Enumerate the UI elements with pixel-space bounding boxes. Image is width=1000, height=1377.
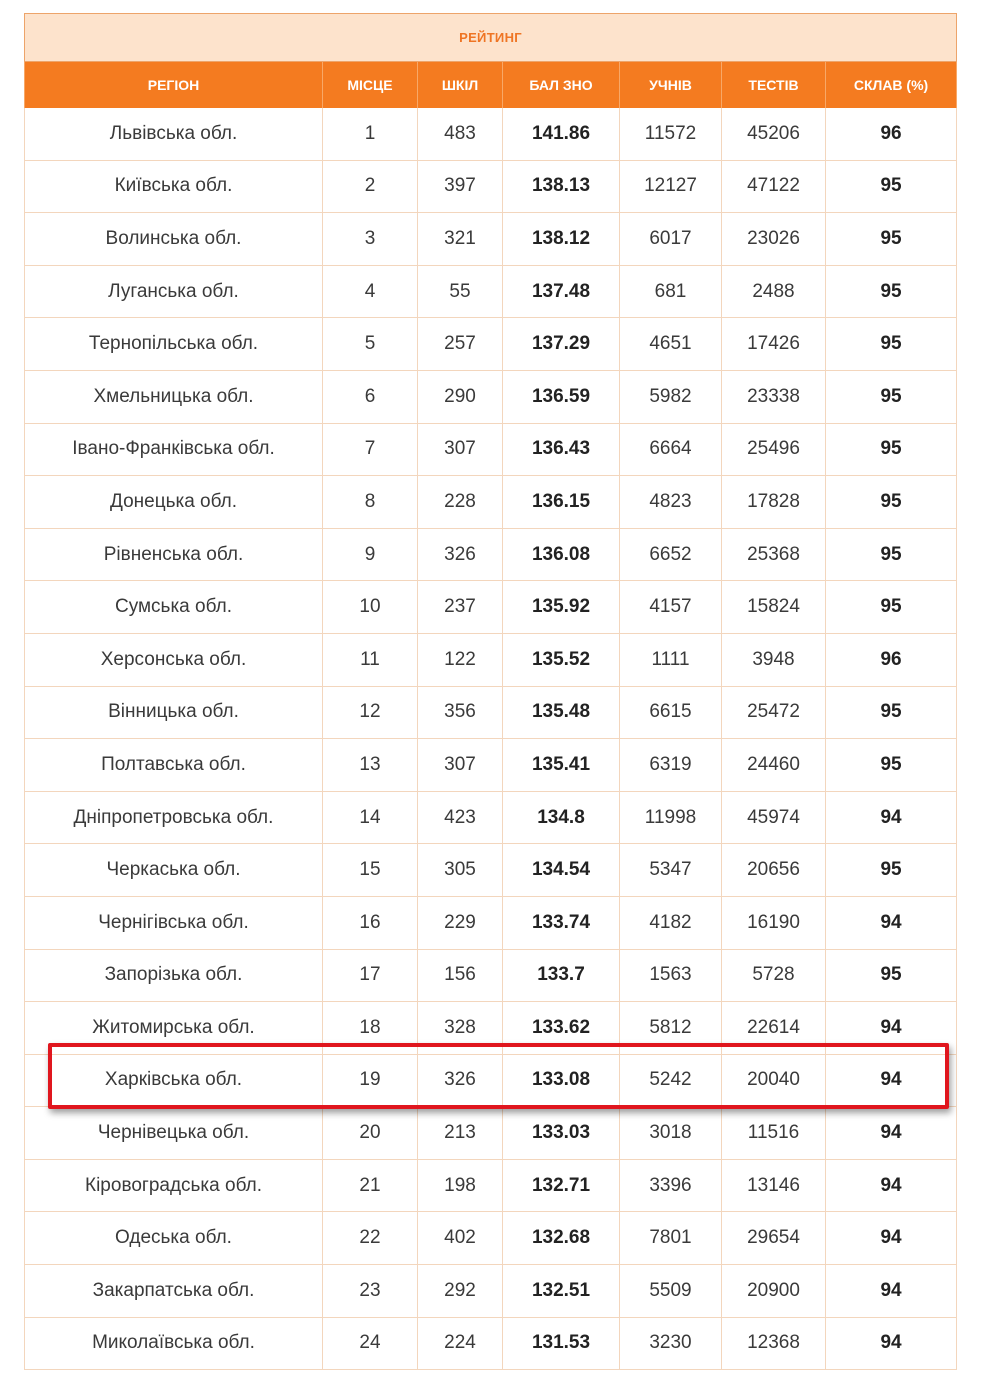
cell-place: 24 (323, 1317, 418, 1370)
cell-region: Київська обл. (25, 160, 323, 213)
cell-zno-score: 133.03 (503, 1107, 620, 1160)
cell-schools: 55 (418, 265, 503, 318)
cell-students: 5812 (620, 1002, 722, 1055)
cell-schools: 198 (418, 1159, 503, 1212)
cell-students: 11572 (620, 108, 722, 161)
cell-schools: 326 (418, 528, 503, 581)
cell-students: 4182 (620, 896, 722, 949)
column-header-zno-score: БАЛ ЗНО (503, 62, 620, 108)
cell-passed-percent: 95 (826, 739, 957, 792)
table-row (25, 1107, 957, 1160)
cell-passed-percent: 95 (826, 476, 957, 529)
cell-tests: 29654 (722, 1212, 826, 1265)
cell-place: 14 (323, 791, 418, 844)
cell-tests: 45206 (722, 108, 826, 161)
rating-table (24, 13, 957, 1370)
table-row (25, 581, 957, 634)
cell-place: 16 (323, 896, 418, 949)
cell-zno-score: 138.13 (503, 160, 620, 213)
cell-schools: 307 (418, 423, 503, 476)
cell-region: Миколаївська обл. (25, 1317, 323, 1370)
cell-zno-score: 136.08 (503, 528, 620, 581)
cell-students: 3018 (620, 1107, 722, 1160)
cell-tests: 11516 (722, 1107, 826, 1160)
cell-students: 681 (620, 265, 722, 318)
cell-schools: 321 (418, 213, 503, 266)
cell-place: 18 (323, 1002, 418, 1055)
cell-tests: 13146 (722, 1159, 826, 1212)
table-row (25, 265, 957, 318)
cell-region: Дніпропетровська обл. (25, 791, 323, 844)
cell-tests: 45974 (722, 791, 826, 844)
cell-place: 17 (323, 949, 418, 1002)
cell-schools: 483 (418, 108, 503, 161)
table-row (25, 896, 957, 949)
table-row (25, 476, 957, 529)
table-row (25, 686, 957, 739)
cell-students: 3230 (620, 1317, 722, 1370)
cell-students: 1563 (620, 949, 722, 1002)
cell-schools: 257 (418, 318, 503, 371)
cell-tests: 20656 (722, 844, 826, 897)
cell-zno-score: 132.68 (503, 1212, 620, 1265)
cell-place: 5 (323, 318, 418, 371)
cell-region: Тернопільська обл. (25, 318, 323, 371)
cell-place: 10 (323, 581, 418, 634)
cell-schools: 402 (418, 1212, 503, 1265)
table-title: РЕЙТИНГ (25, 14, 957, 62)
cell-place: 23 (323, 1265, 418, 1318)
cell-zno-score: 135.92 (503, 581, 620, 634)
cell-tests: 20040 (722, 1054, 826, 1107)
cell-tests: 24460 (722, 739, 826, 792)
cell-region: Чернігівська обл. (25, 896, 323, 949)
cell-students: 5509 (620, 1265, 722, 1318)
cell-zno-score: 136.15 (503, 476, 620, 529)
cell-tests: 25496 (722, 423, 826, 476)
cell-zno-score: 141.86 (503, 108, 620, 161)
table-row (25, 370, 957, 423)
cell-passed-percent: 94 (826, 1159, 957, 1212)
table-row (25, 844, 957, 897)
cell-tests: 25472 (722, 686, 826, 739)
table-row (25, 949, 957, 1002)
cell-region: Сумська обл. (25, 581, 323, 634)
cell-region: Херсонська обл. (25, 633, 323, 686)
table-row (25, 318, 957, 371)
cell-tests: 23026 (722, 213, 826, 266)
cell-tests: 23338 (722, 370, 826, 423)
cell-tests: 16190 (722, 896, 826, 949)
cell-zno-score: 135.41 (503, 739, 620, 792)
cell-schools: 326 (418, 1054, 503, 1107)
cell-tests: 15824 (722, 581, 826, 634)
cell-students: 4157 (620, 581, 722, 634)
table-row (25, 528, 957, 581)
cell-zno-score: 131.53 (503, 1317, 620, 1370)
cell-zno-score: 137.48 (503, 265, 620, 318)
cell-zno-score: 132.51 (503, 1265, 620, 1318)
cell-passed-percent: 94 (826, 896, 957, 949)
cell-tests: 20900 (722, 1265, 826, 1318)
table-row (25, 213, 957, 266)
cell-region: Івано-Франківська обл. (25, 423, 323, 476)
cell-region: Житомирська обл. (25, 1002, 323, 1055)
cell-place: 20 (323, 1107, 418, 1160)
cell-schools: 237 (418, 581, 503, 634)
cell-passed-percent: 94 (826, 1265, 957, 1318)
cell-zno-score: 133.62 (503, 1002, 620, 1055)
cell-place: 8 (323, 476, 418, 529)
cell-students: 5982 (620, 370, 722, 423)
cell-zno-score: 136.59 (503, 370, 620, 423)
cell-schools: 423 (418, 791, 503, 844)
cell-schools: 229 (418, 896, 503, 949)
cell-zno-score: 132.71 (503, 1159, 620, 1212)
cell-passed-percent: 95 (826, 581, 957, 634)
table-row (25, 1265, 957, 1318)
cell-region: Одеська обл. (25, 1212, 323, 1265)
cell-schools: 307 (418, 739, 503, 792)
cell-place: 19 (323, 1054, 418, 1107)
table-row (25, 108, 957, 161)
cell-students: 12127 (620, 160, 722, 213)
cell-passed-percent: 94 (826, 1212, 957, 1265)
cell-region: Закарпатська обл. (25, 1265, 323, 1318)
cell-region: Львівська обл. (25, 108, 323, 161)
cell-place: 6 (323, 370, 418, 423)
cell-tests: 2488 (722, 265, 826, 318)
cell-schools: 290 (418, 370, 503, 423)
cell-place: 1 (323, 108, 418, 161)
cell-passed-percent: 95 (826, 844, 957, 897)
cell-place: 12 (323, 686, 418, 739)
cell-region: Харківська обл. (25, 1054, 323, 1107)
cell-students: 6615 (620, 686, 722, 739)
cell-students: 7801 (620, 1212, 722, 1265)
cell-passed-percent: 95 (826, 423, 957, 476)
cell-region: Кіровоградська обл. (25, 1159, 323, 1212)
cell-tests: 5728 (722, 949, 826, 1002)
cell-region: Волинська обл. (25, 213, 323, 266)
cell-region: Хмельницька обл. (25, 370, 323, 423)
table-row (25, 1002, 957, 1055)
cell-zno-score: 135.48 (503, 686, 620, 739)
cell-region: Черкаська обл. (25, 844, 323, 897)
table-row (25, 1054, 957, 1107)
cell-zno-score: 133.74 (503, 896, 620, 949)
cell-students: 4651 (620, 318, 722, 371)
table-row (25, 423, 957, 476)
cell-place: 11 (323, 633, 418, 686)
cell-region: Запорізька обл. (25, 949, 323, 1002)
cell-zno-score: 138.12 (503, 213, 620, 266)
cell-tests: 3948 (722, 633, 826, 686)
cell-tests: 17426 (722, 318, 826, 371)
cell-passed-percent: 95 (826, 318, 957, 371)
cell-zno-score: 136.43 (503, 423, 620, 476)
cell-schools: 356 (418, 686, 503, 739)
cell-passed-percent: 94 (826, 1002, 957, 1055)
cell-place: 9 (323, 528, 418, 581)
cell-students: 6017 (620, 213, 722, 266)
cell-zno-score: 137.29 (503, 318, 620, 371)
column-header-place: МІСЦЕ (323, 62, 418, 108)
table-row (25, 633, 957, 686)
cell-students: 5347 (620, 844, 722, 897)
cell-students: 5242 (620, 1054, 722, 1107)
column-header-passed-percent: СКЛАВ (%) (826, 62, 957, 108)
table-row (25, 1212, 957, 1265)
cell-passed-percent: 95 (826, 265, 957, 318)
column-header-students: УЧНІВ (620, 62, 722, 108)
cell-tests: 25368 (722, 528, 826, 581)
cell-students: 11998 (620, 791, 722, 844)
cell-zno-score: 135.52 (503, 633, 620, 686)
table-row (25, 160, 957, 213)
cell-zno-score: 134.8 (503, 791, 620, 844)
cell-students: 4823 (620, 476, 722, 529)
table-row (25, 1317, 957, 1370)
cell-region: Рівненська обл. (25, 528, 323, 581)
column-header-tests: ТЕСТІВ (722, 62, 826, 108)
cell-schools: 122 (418, 633, 503, 686)
cell-place: 2 (323, 160, 418, 213)
cell-passed-percent: 95 (826, 160, 957, 213)
table-row (25, 1159, 957, 1212)
column-header-schools: ШКІЛ (418, 62, 503, 108)
cell-schools: 228 (418, 476, 503, 529)
table-row (25, 739, 957, 792)
cell-place: 21 (323, 1159, 418, 1212)
cell-passed-percent: 94 (826, 791, 957, 844)
cell-schools: 328 (418, 1002, 503, 1055)
cell-passed-percent: 95 (826, 686, 957, 739)
cell-tests: 47122 (722, 160, 826, 213)
header-row (25, 62, 957, 108)
column-header-region: РЕГІОН (25, 62, 323, 108)
cell-schools: 156 (418, 949, 503, 1002)
cell-passed-percent: 94 (826, 1317, 957, 1370)
table-row (25, 791, 957, 844)
cell-passed-percent: 95 (826, 213, 957, 266)
cell-students: 6652 (620, 528, 722, 581)
cell-students: 3396 (620, 1159, 722, 1212)
cell-schools: 213 (418, 1107, 503, 1160)
cell-schools: 224 (418, 1317, 503, 1370)
cell-region: Вінницька обл. (25, 686, 323, 739)
cell-schools: 397 (418, 160, 503, 213)
cell-students: 6664 (620, 423, 722, 476)
cell-students: 6319 (620, 739, 722, 792)
cell-passed-percent: 95 (826, 949, 957, 1002)
cell-passed-percent: 96 (826, 108, 957, 161)
cell-tests: 17828 (722, 476, 826, 529)
cell-passed-percent: 94 (826, 1054, 957, 1107)
cell-region: Чернівецька обл. (25, 1107, 323, 1160)
cell-place: 22 (323, 1212, 418, 1265)
cell-passed-percent: 96 (826, 633, 957, 686)
cell-place: 3 (323, 213, 418, 266)
cell-passed-percent: 95 (826, 370, 957, 423)
cell-zno-score: 133.08 (503, 1054, 620, 1107)
cell-place: 15 (323, 844, 418, 897)
table-body (25, 108, 957, 1370)
cell-region: Донецька обл. (25, 476, 323, 529)
cell-tests: 12368 (722, 1317, 826, 1370)
cell-place: 4 (323, 265, 418, 318)
cell-region: Луганська обл. (25, 265, 323, 318)
cell-place: 13 (323, 739, 418, 792)
cell-zno-score: 133.7 (503, 949, 620, 1002)
cell-schools: 292 (418, 1265, 503, 1318)
cell-students: 1111 (620, 633, 722, 686)
cell-region: Полтавська обл. (25, 739, 323, 792)
cell-tests: 22614 (722, 1002, 826, 1055)
cell-place: 7 (323, 423, 418, 476)
cell-passed-percent: 95 (826, 528, 957, 581)
cell-zno-score: 134.54 (503, 844, 620, 897)
cell-schools: 305 (418, 844, 503, 897)
cell-passed-percent: 94 (826, 1107, 957, 1160)
